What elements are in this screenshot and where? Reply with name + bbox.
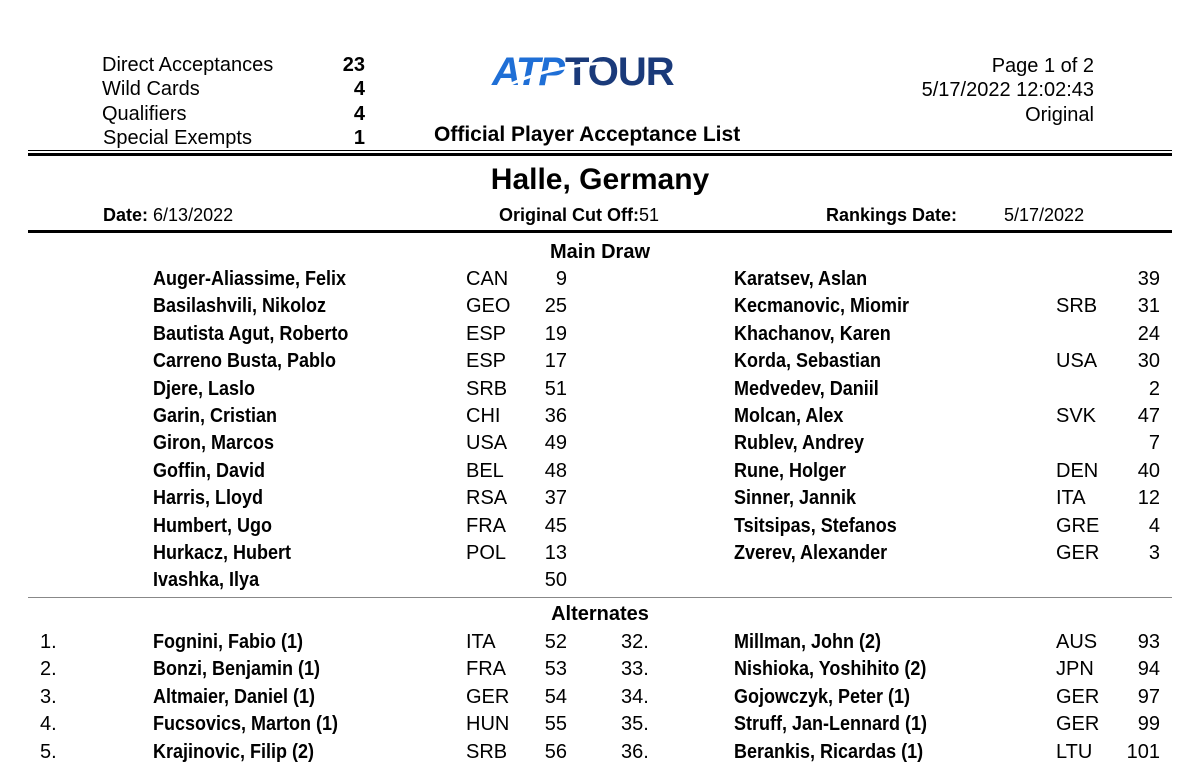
player-country: FRA — [466, 514, 506, 537]
player-name: Tsitsipas, Stefanos — [734, 514, 897, 537]
cutoff-info — [499, 204, 659, 226]
player-rank: 37 — [544, 487, 567, 510]
alternate-number: 4. — [40, 713, 57, 736]
alternate-number: 34. — [621, 685, 649, 708]
generated-datetime: 5/17/2022 12:02:43 — [921, 79, 1094, 101]
summary-label: Special Exempts — [103, 127, 252, 149]
player-country: ESP — [466, 350, 507, 373]
version-label: Original — [1025, 104, 1094, 126]
player-country: GER — [1056, 542, 1100, 564]
player-rank: 31 — [1137, 295, 1160, 318]
summary-value: 4 — [353, 103, 365, 125]
player-rank: 7 — [1148, 432, 1160, 455]
summary-value: 23 — [342, 54, 365, 76]
alternate-number: 3. — [40, 685, 57, 708]
player-rank: 36 — [544, 405, 567, 427]
alternate-rank: 54 — [544, 685, 567, 708]
player-country: SRB — [1056, 295, 1098, 318]
alternate-name: Nishioka, Yoshihito (2) — [734, 658, 927, 681]
player-country: DEN — [1056, 459, 1099, 482]
player-rank: 3 — [1148, 542, 1160, 564]
player-name: Bautista Agut, Roberto — [153, 322, 349, 345]
player-rank: 51 — [544, 377, 567, 400]
alternate-name: Gojowczyk, Peter (1) — [734, 685, 911, 708]
alternate-name: Altmaier, Daniel (1) — [153, 685, 316, 708]
tournament-title: Halle, Germany — [490, 163, 710, 196]
alternate-country: JPN — [1056, 658, 1094, 681]
player-country: POL — [466, 542, 507, 564]
player-rank: 47 — [1137, 405, 1160, 427]
alternate-number: 2. — [40, 658, 57, 681]
alternate-rank: 94 — [1137, 658, 1160, 681]
player-country: GRE — [1056, 514, 1100, 537]
player-country: ITA — [1056, 487, 1086, 510]
player-rank: 48 — [544, 459, 567, 482]
alternate-rank: 56 — [544, 740, 567, 763]
player-name: Harris, Lloyd — [153, 487, 264, 510]
player-name: Molcan, Alex — [734, 405, 844, 427]
alternate-country: GER — [1056, 713, 1100, 736]
player-name: Hurkacz, Hubert — [153, 542, 292, 564]
player-rank: 12 — [1137, 487, 1160, 510]
player-country: USA — [1056, 350, 1098, 373]
player-name: Khachanov, Karen — [734, 322, 891, 345]
alternate-rank: 101 — [1126, 740, 1160, 763]
summary-value: 4 — [353, 78, 365, 100]
player-country: USA — [466, 432, 508, 455]
alternate-number: 1. — [40, 631, 57, 653]
alternate-number: 5. — [40, 740, 57, 763]
player-name: Giron, Marcos — [153, 432, 275, 455]
player-country: ESP — [466, 322, 507, 345]
alternate-name: Fucsovics, Marton (1) — [153, 713, 339, 736]
alternate-name: Millman, John (2) — [734, 631, 882, 653]
alternate-rank: 53 — [544, 658, 567, 681]
rankings-date-value: 5/17/2022 — [1004, 205, 1085, 225]
player-country: CAN — [466, 268, 509, 290]
player-name: Rune, Holger — [734, 459, 847, 482]
player-rank: 2 — [1148, 377, 1160, 400]
info-divider — [28, 230, 1172, 233]
date-value: 6/13/2022 — [153, 205, 234, 225]
cutoff-label: Original Cut Off: — [499, 205, 639, 225]
alternate-country: ITA — [466, 631, 496, 653]
alternate-country: SRB — [466, 740, 508, 763]
player-name: Sinner, Jannik — [734, 487, 857, 510]
alternate-country: GER — [466, 685, 510, 708]
player-country: GEO — [466, 295, 511, 318]
player-name: Karatsev, Aslan — [734, 268, 868, 290]
alternate-number: 36. — [621, 740, 649, 763]
logo-swoosh-icon — [497, 55, 607, 93]
logo-tour: TOUR — [565, 50, 674, 94]
page-indicator: Page 1 of 2 — [991, 55, 1094, 77]
player-rank: 40 — [1137, 459, 1160, 482]
player-name: Goffin, David — [153, 459, 266, 482]
rankings-date-label: Rankings Date: — [826, 205, 958, 225]
alternate-rank: 97 — [1137, 685, 1160, 708]
rankings-date-info — [826, 204, 957, 226]
alternate-name: Struff, Jan-Lennard (1) — [734, 713, 928, 736]
alternate-country: HUN — [466, 713, 510, 736]
alternates-title: Alternates — [551, 603, 649, 625]
player-name: Medvedev, Daniil — [734, 377, 879, 400]
alternate-name: Berankis, Ricardas (1) — [734, 740, 924, 763]
summary-label: Qualifiers — [102, 103, 187, 125]
player-name: Garin, Cristian — [153, 405, 278, 427]
date-label: Date: — [103, 205, 149, 225]
player-name: Djere, Laslo — [153, 377, 256, 400]
alternate-country: AUS — [1056, 631, 1098, 653]
alternate-rank: 93 — [1137, 631, 1160, 653]
player-name: Rublev, Andrey — [734, 432, 865, 455]
player-rank: 4 — [1148, 514, 1160, 537]
player-rank: 17 — [544, 350, 567, 373]
player-name: Ivashka, Ilya — [153, 569, 260, 592]
date-info — [103, 204, 233, 226]
alternate-number: 32. — [621, 631, 649, 653]
list-title: Official Player Acceptance List — [434, 123, 741, 146]
player-rank: 24 — [1137, 322, 1160, 345]
summary-label: Wild Cards — [102, 78, 200, 100]
summary-label: Direct Acceptances — [102, 54, 274, 76]
alternate-name: Krajinovic, Filip (2) — [153, 740, 315, 763]
player-name: Zverev, Alexander — [734, 542, 888, 564]
alternate-number: 35. — [621, 713, 649, 736]
player-name: Carreno Busta, Pablo — [153, 350, 337, 373]
alternate-country: LTU — [1056, 740, 1093, 763]
player-rank: 9 — [555, 268, 567, 290]
player-name: Kecmanovic, Miomir — [734, 295, 910, 318]
summary-value: 1 — [353, 127, 365, 149]
player-rank: 39 — [1137, 268, 1160, 290]
alternate-name: Bonzi, Benjamin (1) — [153, 658, 321, 681]
player-rank: 19 — [544, 322, 567, 345]
alternate-country: GER — [1056, 685, 1100, 708]
player-country: BEL — [466, 459, 504, 482]
alternate-number: 33. — [621, 658, 649, 681]
header-divider-thick — [28, 153, 1172, 156]
player-rank: 49 — [544, 432, 567, 455]
player-country: SRB — [466, 377, 508, 400]
player-rank: 30 — [1137, 350, 1160, 373]
player-rank: 50 — [544, 569, 567, 592]
alternate-rank: 52 — [544, 631, 567, 653]
alternate-country: FRA — [466, 658, 506, 681]
player-name: Basilashvili, Nikoloz — [153, 295, 327, 318]
logo-atp: ATP — [492, 50, 564, 94]
player-rank: 25 — [544, 295, 567, 318]
player-rank: 45 — [544, 514, 567, 537]
alternate-rank: 99 — [1137, 713, 1160, 736]
player-name: Korda, Sebastian — [734, 350, 882, 373]
player-name: Humbert, Ugo — [153, 514, 272, 537]
alternate-name: Fognini, Fabio (1) — [153, 631, 303, 653]
cutoff-value: 51 — [638, 205, 660, 225]
player-country: SVK — [1056, 405, 1097, 427]
player-rank: 13 — [544, 542, 567, 564]
player-country: RSA — [466, 487, 508, 510]
main-draw-title: Main Draw — [549, 241, 651, 263]
alternates-divider — [28, 597, 1172, 598]
player-name: Auger-Aliassime, Felix — [153, 268, 347, 290]
alternate-rank: 55 — [544, 713, 567, 736]
header-divider-thin — [28, 150, 1172, 151]
player-country: CHI — [466, 405, 501, 427]
